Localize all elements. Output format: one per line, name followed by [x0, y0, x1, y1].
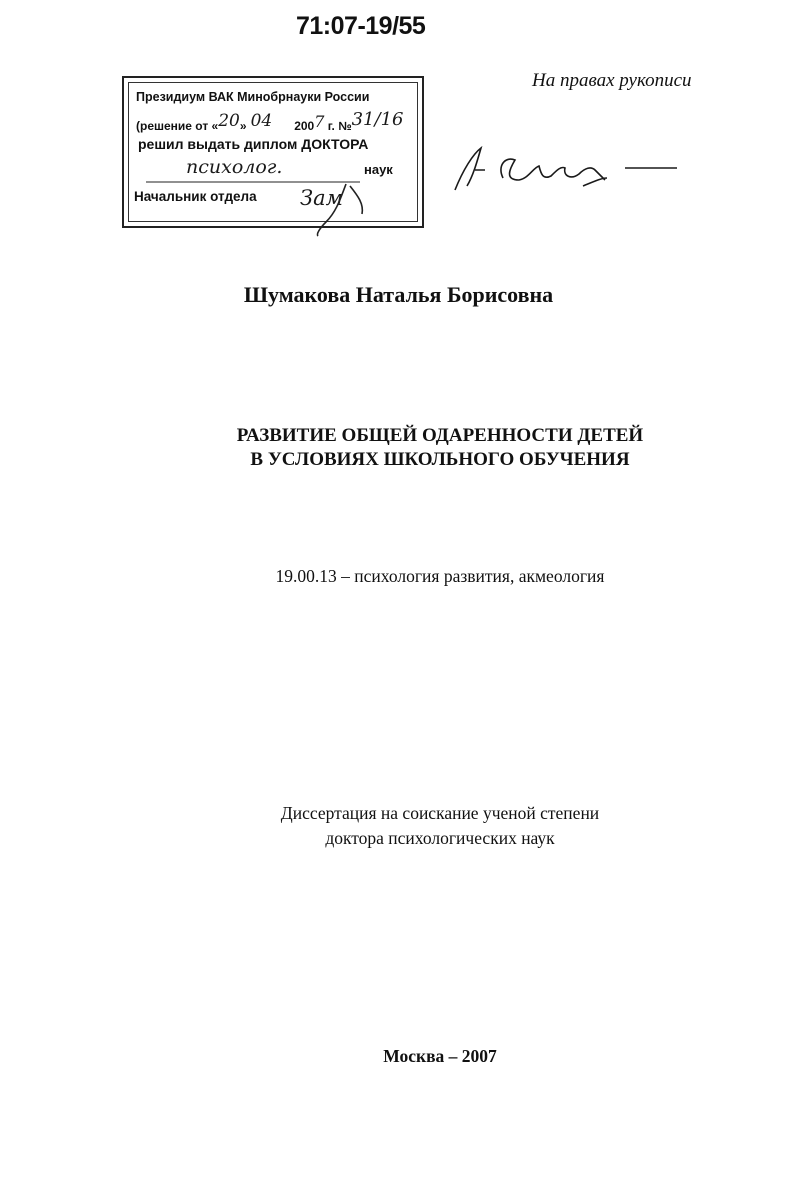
stamp-field-suffix: наук	[364, 162, 393, 177]
decision-year-digit-handwritten: 7	[314, 112, 325, 131]
rights-note: На правах рукописи	[532, 70, 692, 91]
stamp-line-presidium: Президиум ВАК Минобрнауки России	[136, 90, 370, 104]
degree-line-2: доктора психологических наук	[325, 828, 555, 848]
decision-month-handwritten: 04	[250, 111, 273, 131]
field-handwritten: психолог.	[186, 156, 283, 178]
chief-signature: Зам	[300, 186, 344, 210]
decision-number-handwritten: 31/16	[351, 109, 404, 130]
decision-year-prefix: 200	[294, 119, 315, 133]
stamp-line-diploma: решил выдать диплом ДОКТОРА	[138, 136, 369, 152]
author-signature	[445, 140, 685, 210]
decision-sep: »	[239, 119, 247, 133]
title-line-2: В УСЛОВИЯХ ШКОЛЬНОГО ОБУЧЕНИЯ	[250, 449, 630, 470]
degree-statement	[180, 801, 700, 851]
title-line-1: РАЗВИТИЕ ОБЩЕЙ ОДАРЕННОСТИ ДЕТЕЙ	[236, 425, 644, 446]
decision-g-no: г. №	[324, 119, 352, 133]
city-year: Москва – 2007	[383, 1046, 497, 1066]
stamp-line-chief: Начальник отдела	[134, 189, 257, 204]
dissertation-title	[200, 424, 680, 472]
field-underline	[124, 78, 426, 230]
author-name: Шумакова Наталья Борисовна	[243, 282, 554, 307]
degree-line-1: Диссертация на соискание ученой степени	[280, 803, 600, 823]
catalog-code: 71:07-19/55	[296, 12, 426, 40]
chief-signature-flourish	[300, 180, 380, 240]
decision-prefix: (решение от «	[136, 119, 219, 133]
specialty: 19.00.13 – психология развития, акмеология	[275, 566, 605, 586]
decision-day-handwritten: 20	[218, 111, 240, 131]
